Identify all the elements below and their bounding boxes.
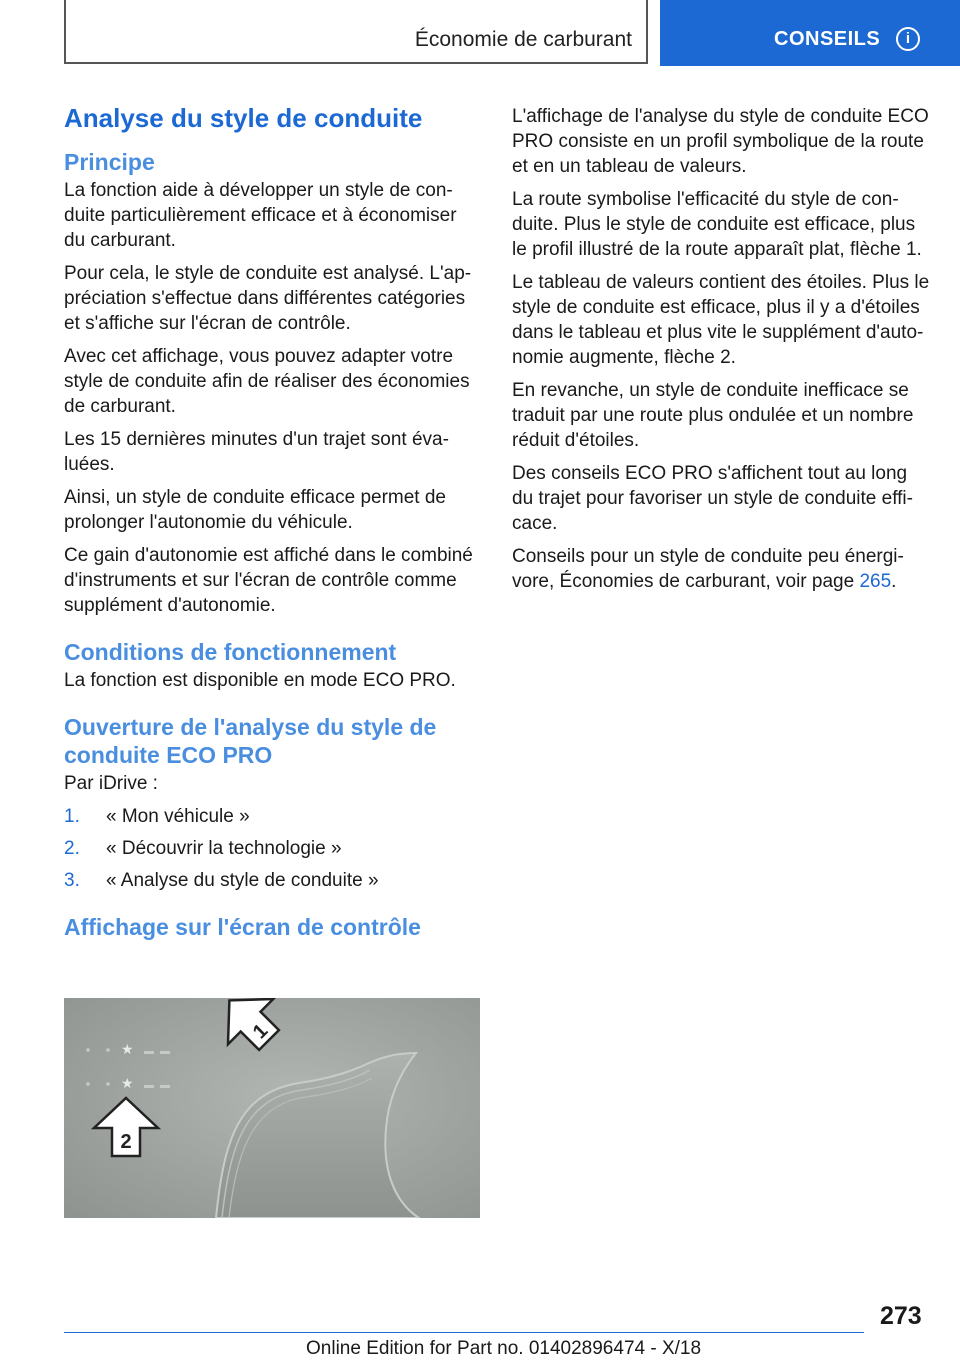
left-column (64, 102, 480, 943)
footer-edition: Online Edition for Part no. 01402896474 - X/18 (306, 1338, 702, 1359)
paragraph: Par iDrive : (64, 773, 158, 794)
info-icon-glyph: i (905, 30, 911, 47)
paragraph: Ainsi, un style de conduite efficace permet de prolonger l'autonomie du véhicule. (64, 487, 446, 533)
list-item (64, 836, 480, 861)
arrow-2-label: 2 (120, 1131, 132, 1153)
svg-text:★: ★ (121, 1076, 134, 1092)
header-chapter-tab[interactable] (660, 0, 960, 66)
paragraph: La route symbolise l'efficacité du style de conduite. Plus le style de conduite est efficace, plus le profil illustré de la route apparaît plat, flèche 1. (512, 189, 922, 260)
header-section-box (64, 0, 648, 64)
section-affichage (64, 913, 480, 941)
paragraph: Les 15 dernières minutes d'un trajet sont évaluées. (64, 429, 449, 475)
paragraph: Des conseils ECO PRO s'affichent tout au long du trajet pour favoriser un style de conduite efficace. (512, 463, 913, 534)
step-text: « Analyse du style de conduite » (106, 870, 379, 891)
paragraph: L'affichage de l'analyse du style de conduite ECO PRO consiste en un profil symbolique de la route et en un tableau de valeurs. (512, 106, 929, 177)
paragraph: La fonction aide à développer un style de conduite particulièrement efficace et à économiser du carburant. (64, 180, 457, 251)
arrow-1-label: 1 (248, 1019, 273, 1044)
paragraph: Le tableau de valeurs contient des étoiles. Plus le style de conduite est efficace, plus il y a d'étoiles dans le tableau et plus vite le supplément d'autonomie augmente, flèche 2. (512, 272, 930, 368)
list-item (64, 868, 480, 893)
paragraph: Ce gain d'autonomie est affiché dans le combiné d'instruments et sur l'écran de contrôle comme supplément d'autonomie. (64, 545, 473, 616)
paragraph-suffix: . (891, 571, 897, 592)
heading-conditions: Conditions de fonctionnement (64, 639, 397, 665)
heading-ouverture: Ouverture de l'analyse du style de conduite ECO PRO (64, 714, 437, 768)
list-item (64, 804, 480, 829)
page-title: Analyse du style de conduite (64, 103, 423, 133)
paragraph: Avec cet affichage, vous pouvez adapter votre style de conduite afin de réaliser des économies de carburant. (64, 346, 470, 417)
step-text: « Mon véhicule » (106, 806, 250, 827)
paragraph: Pour cela, le style de conduite est analysé. L'appréciation s'effectue dans différentes catégories et s'affiche sur l'écran de contrôle. (64, 263, 472, 334)
chapter-title: CONSEILS (774, 28, 881, 50)
eco-pro-display-illustration (64, 998, 480, 1218)
right-column (512, 104, 932, 602)
info-icon[interactable] (896, 27, 920, 51)
section-ouverture (64, 713, 480, 893)
paragraph-text: Conseils pour un style de conduite peu énergivore, Économies de carburant, voir page (512, 546, 904, 592)
step-number: 1. (64, 806, 80, 827)
step-text: « Découvrir la technologie » (106, 838, 342, 859)
heading-affichage: Affichage sur l'écran de contrôle (64, 914, 421, 940)
footer-divider (64, 1332, 864, 1333)
paragraph: La fonction est disponible en mode ECO PRO. (64, 670, 456, 691)
step-number: 2. (64, 838, 80, 859)
heading-principe: Principe (64, 149, 155, 175)
section-conditions (64, 638, 480, 693)
page-link[interactable]: 265 (859, 571, 892, 592)
steps-list (64, 804, 480, 893)
paragraph-with-link (512, 544, 932, 594)
paragraph: En revanche, un style de conduite inefficace se traduit par une route plus ondulée et un nombre réduit d'étoiles. (512, 380, 914, 451)
eco-pro-display-figure (64, 998, 480, 1218)
step-number: 3. (64, 870, 80, 891)
page-number: 273 (880, 1302, 922, 1330)
svg-text:★: ★ (121, 1042, 134, 1058)
section-title: Économie de carburant (414, 28, 632, 51)
